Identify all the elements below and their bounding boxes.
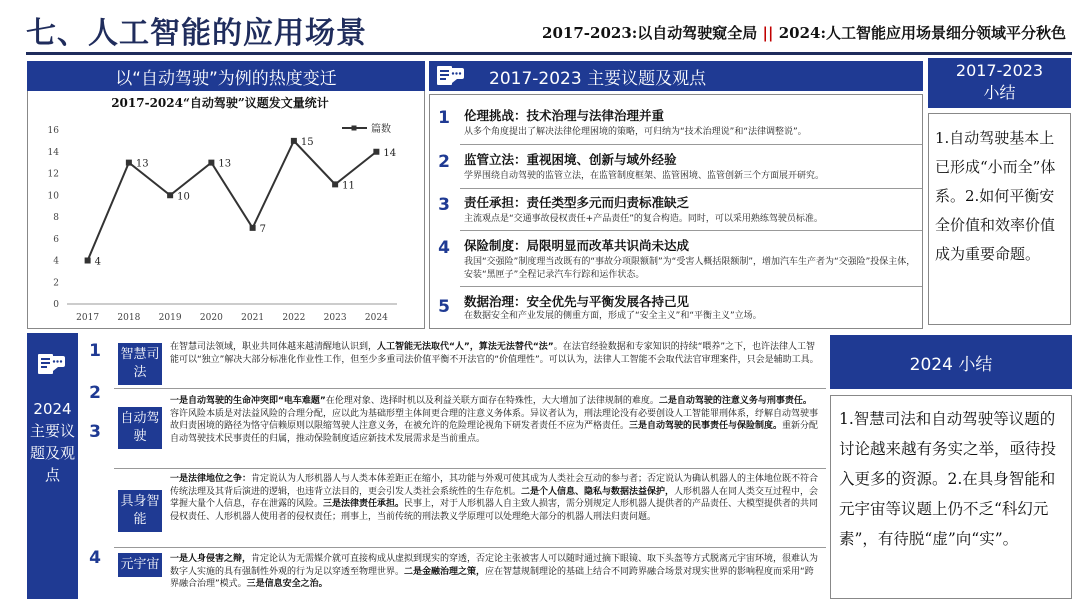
chart-panel-header: 以“自动驾驶”为例的热度变迁 (27, 61, 425, 91)
data-point (85, 258, 91, 264)
topic-desc: 学界围绕自动驾驶的监管立法，在监管制度框架、监管困境、监管创新三个方面展开研究。 (464, 171, 825, 181)
data-point (208, 160, 214, 166)
topic-2024-number: 4 (89, 548, 101, 568)
divider (460, 230, 922, 231)
summary-2017-header-years: 2017-2023 (955, 61, 1044, 80)
topic-2024-number: 2 (89, 383, 101, 403)
topic-title: 数据治理：安全优先与平衡发展各持己见 (464, 294, 690, 309)
x-tick-label: 2023 (323, 313, 347, 323)
line-chart (27, 108, 423, 328)
summary-2017-header (928, 58, 1071, 108)
x-tick-label: 2019 (158, 313, 182, 323)
topic-title: 监管立法：重视困境、创新与域外经验 (464, 152, 677, 167)
y-tick-label: 8 (53, 213, 59, 223)
page-subtitle (542, 22, 1066, 43)
x-tick-label: 2020 (199, 313, 223, 323)
y-tick-label: 6 (53, 234, 59, 245)
data-label: 7 (259, 223, 266, 235)
chart-title: 2017-2024“自动驾驶”议题发文量统计 (111, 96, 329, 110)
topic-number: 2 (438, 152, 450, 172)
divider (114, 547, 826, 548)
topic-desc: 主流观点是“交通事故侵权责任+产品责任”的复合构造。同时，可以采用熟练驾驶员标准。 (464, 214, 823, 224)
x-tick-label: 2024 (364, 313, 388, 323)
topic-desc: 在数据安全和产业发展的侧重方面，形成了“安全主义”和“平衡主义”立场。 (464, 311, 762, 321)
divider (460, 188, 922, 189)
legend-label: 篇数 (371, 124, 391, 135)
topic-2024-text: 一是法律地位之争：肯定说认为人形机器人与人类本体差距正在缩小，其功能与外观可使其成为人类社会互动的参与者；否定说认为确认机器人的主体地位既不符合传统法理及其背后演进的逻辑，也违背立法目的，更会引发人类社会系统性的生存危机。二是个人信息、隐私与数据法益保护，人形机器人在同人类交互过程中，会掌握大量个人信息，存在泄露的风险。三是法律责任承担。民事上，对于人形机器人自主致人损害，需分别规定人形机器人提供者的产品责任、大模型提供者的共同侵权责任、人形机器人使用者的侵权责任；刑事上，当前传统的刑法教义学原理可以处理绝大部分的机器人刑法归责问题。 (170, 474, 819, 522)
x-tick-label: 2018 (117, 313, 141, 323)
page-title: 七、人工智能的应用场景 (26, 16, 367, 51)
topic-title: 责任承担：责任类型多元而归责标准缺乏 (464, 195, 690, 210)
y-tick-label: 16 (47, 126, 59, 136)
topic-2024-text: 在智慧司法领域，职业共同体越来越清醒地认识到，人工智能无法取代“人”，算法无法替代“法”。在法官经验数据和专家知识的持续“喂养”之下，也许法律人工智能可以“独立”解决大部分标准化作业性工作，但至少多重司法价值平衡不开法官的“价值理性”。可以认为，法律人工智能不会取代法官审理案件，只会是辅助工具。 (170, 342, 819, 365)
data-label: 13 (218, 158, 232, 170)
data-point (167, 192, 173, 198)
data-point (373, 149, 379, 155)
divider (460, 286, 922, 287)
data-point (332, 181, 338, 187)
title-rule (26, 52, 1072, 55)
data-label: 11 (342, 180, 355, 192)
y-tick-label: 4 (53, 256, 59, 267)
topic-number: 3 (438, 195, 450, 215)
summary-2017-header-label: 小结 (983, 83, 1016, 102)
data-label: 4 (94, 256, 101, 268)
topic-title: 保险制度：局限明显而改革共识尚未达成 (464, 238, 690, 253)
y-tick-label: 0 (53, 300, 59, 310)
topic-desc: 从多个角度提出了解决法律伦理困境的策略，可归纳为“技术治理说”和“法律调整说”。 (464, 127, 807, 137)
data-point (291, 138, 297, 144)
divider (114, 388, 826, 389)
divider (460, 144, 922, 145)
topic-number: 1 (438, 108, 450, 128)
topic-title: 伦理挑战：技术治理与法律治理并重 (464, 108, 665, 123)
chat-document-icon (37, 350, 67, 378)
topic-2024-text: 一是人身侵害之辩，肯定论认为无需媒介就可直接构成从虚拟到现实的穿透，否定论主张被害人可以随时通过摘下眼镜、取下头盔等方式脱离元宇宙环境，很难认为数字人实施的具有强制性外观的行为足以穿透至物理世界。二是金融治理之策，应在智慧规制理论的基础上结合不同跨界融合场景对现实世界的影响程度而采用“跨界融合治理”模式。三是信息安全之治。 (170, 554, 819, 590)
topic-2024-label: 具身智能 (118, 490, 162, 532)
x-tick-label: 2021 (241, 313, 265, 323)
topic-number: 4 (438, 238, 450, 258)
y-tick-label: 2 (53, 278, 59, 289)
topic-2024-label: 智慧司法 (118, 343, 162, 385)
series-line (88, 141, 377, 261)
summary-2024-text: 1.智慧司法和自动驾驶等议题的讨论越来越有务实之举，亟待投入更多的资源。2.在具身智能和元宇宙等议题上仍不乏“科幻元素”，有待脱“虚”向“实”。 (830, 395, 1072, 599)
topic-2024-text: 一是自动驾驶的生命冲突即“电车难题”在伦理对象、选择时机以及利益关联方面存在特殊性，大大增加了法律规制的难度。二是自动驾驶的注意义务与刑事责任。容许风险本质是对法益风险的合理分配，应以此为基础形塑主体间更合理的注意义务体系。异议者认为，刑法理论没有必要创设人工智能罪刑体系，纾解自动驾驶事故归责困境的路径为恪守信赖原则以限缩驾驶人注意义务，在被允许的危险理论视角下研发者责任不应为严格责任。三是自动驾驶的民事责任与保险制度。重新分配自动驾驶技术民事责任的归属，推动保险制度适应新技术发展需求是当前重点。 (170, 396, 819, 444)
subtitle-separator: || (762, 24, 774, 42)
data-point (250, 225, 256, 231)
divider (114, 468, 826, 469)
data-point (126, 160, 132, 166)
x-tick-label: 2017 (76, 313, 100, 323)
summary-2017-text: 1.自动驾驶基本上已形成“小而全”体系。2.如何平衡安全价值和效率价值成为重要命题。 (928, 113, 1071, 325)
topics-2024-label: 2024主要议题及观点 (29, 400, 75, 484)
y-tick-label: 12 (47, 169, 59, 180)
topic-number: 5 (438, 297, 450, 317)
subtitle-right: 2024:人工智能应用场景细分领域平分秋色 (778, 24, 1066, 42)
chat-document-icon (436, 63, 466, 89)
data-label: 15 (300, 136, 314, 148)
data-label: 13 (135, 158, 149, 170)
topics-panel-header: 2017-2023 主要议题及观点 (429, 61, 923, 91)
subtitle-left: 2017-2023:以自动驾驶窥全局 (542, 24, 758, 42)
topic-2024-number: 1 (89, 341, 101, 361)
topic-desc: 我国“交强险”制度理当改既有的“事故分项限额制”为“受害人概括限额制”，增加汽车生产者为“交强险”投保主体，安装“黑匣子”全程记录汽车行踪和运作状态。 (464, 257, 916, 280)
data-label: 14 (383, 147, 397, 159)
y-tick-label: 10 (47, 191, 59, 202)
legend-marker (352, 126, 357, 131)
summary-2024-header: 2024 小结 (830, 335, 1072, 389)
data-label: 10 (177, 191, 190, 203)
topic-2024-label: 元宇宙 (118, 553, 162, 577)
y-tick-label: 14 (47, 147, 59, 158)
topic-2024-number: 3 (89, 422, 101, 442)
topic-2024-label: 自动驾驶 (118, 407, 162, 449)
x-tick-label: 2022 (282, 313, 306, 323)
